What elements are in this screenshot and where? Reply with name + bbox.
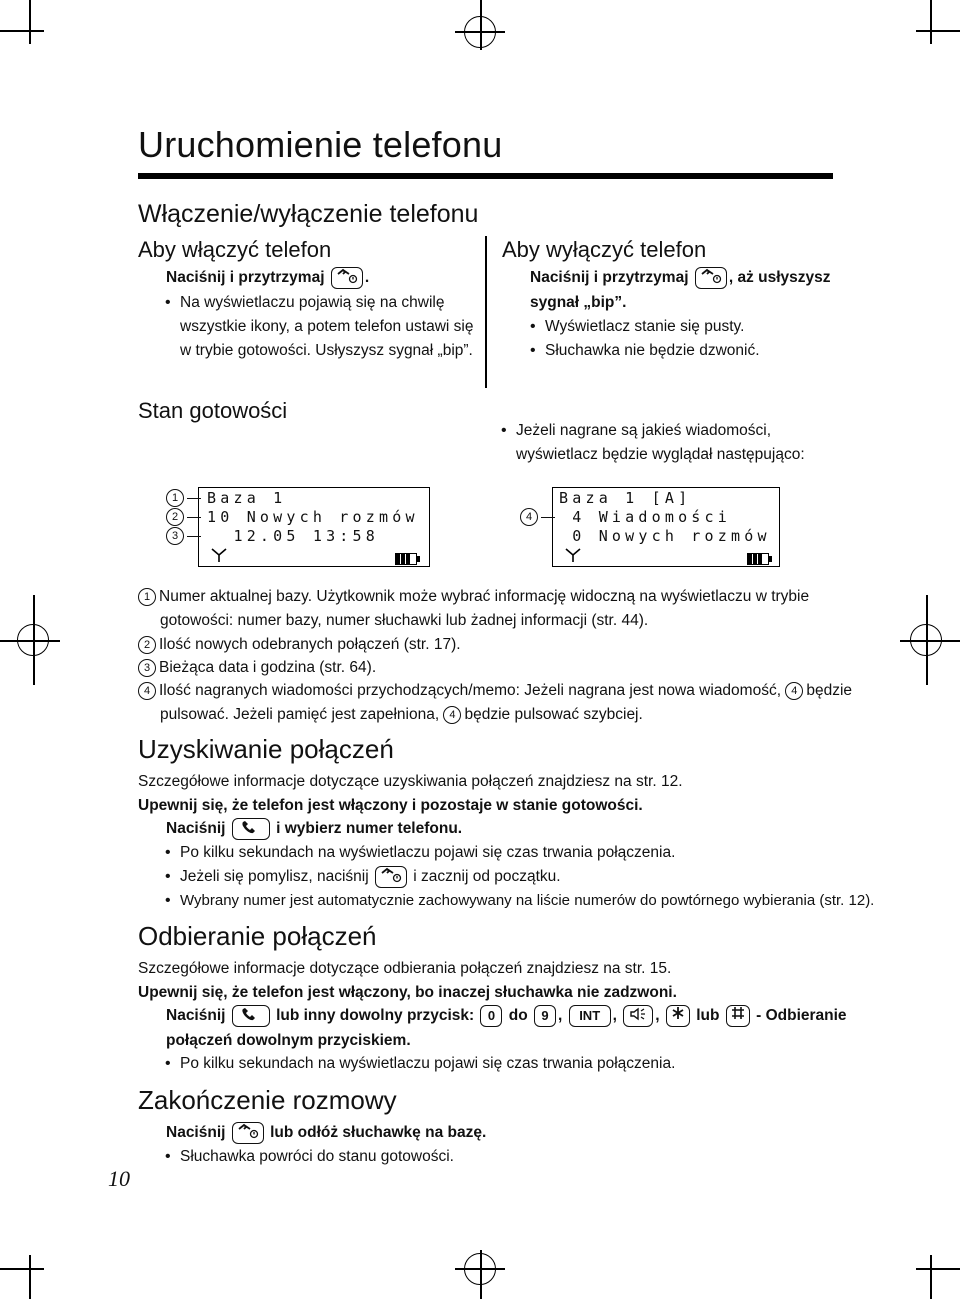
hangup-power-key-icon [232,1122,264,1144]
callout-1: 1 [166,489,201,507]
make-calls-bullet: • Po kilku sekundach na wyświetlaczu pojawi się czas trwania połączenia. [180,841,675,865]
section-heading-answer-calls: Odbieranie połączeń [138,921,377,951]
make-calls-bullet: • Wybrany numer jest automatycznie zachowywany na liście numerów do powtórnego wybierania (str. 12). [180,889,874,913]
column-divider [485,236,487,388]
key-int: INT [569,1005,611,1027]
power-on-bullet-cont: w trybie gotowości. Usłyszysz sygnał „bip”. [180,342,473,359]
crop-mark [916,30,960,32]
crop-mark [930,1255,932,1299]
hangup-power-key-icon [695,267,727,289]
callout-2: 2 [166,508,201,526]
section-heading-onoff: Włączenie/wyłączenie telefonu [138,200,479,228]
lcd-row: 12.05 13:58 [207,527,379,545]
star-key-icon [666,1005,690,1027]
talk-key-icon [232,1005,270,1027]
page-title: Uruchomienie telefonu [138,124,503,165]
registration-mark [464,1253,496,1285]
answer-calls-bullet: • Po kilku sekundach na wyświetlaczu pojawi się czas trwania połączenia. [180,1052,675,1076]
section-heading-make-calls: Uzyskiwanie połączeń [138,734,394,764]
battery-icon [747,549,769,567]
lcd-row: Baza 1 [A] [559,489,692,507]
answer-calls-ensure: Upewnij się, że telefon jest włączony, bo inaczej słuchawka nie zadzwoni. [138,984,677,1001]
crop-mark [0,1268,44,1270]
legend-item-4-cont: pulsować. Jeżeli pamięć jest zapełniona, 4 będzie pulsować szybciej. [160,706,643,723]
crop-mark [29,0,31,44]
section-heading-end-call: Zakończenie rozmowy [138,1085,397,1115]
lcd-display-messages [552,487,780,567]
speaker-key-icon [623,1005,653,1027]
power-on-instruction: Naciśnij i przytrzymaj . [166,266,369,290]
registration-mark [17,624,49,656]
standby-note: • Jeżeli nagrane są jakieś wiadomości, [516,419,771,443]
registration-mark [910,624,942,656]
legend-item-1-cont: gotowości: numer bazy, numer słuchawki lub żadnej informacji (str. 44). [160,612,649,629]
antenna-icon [565,548,581,566]
make-calls-instruction: Naciśnij i wybierz numer telefonu. [166,817,462,841]
heading-standby: Stan gotowości [138,398,288,423]
key-9: 9 [534,1005,556,1027]
lcd-row: 0 Nowych rozmów [559,527,771,545]
power-on-bullet: • Na wyświetlaczu pojawią się na chwilę [180,291,444,315]
crop-mark [0,30,44,32]
hangup-power-key-icon [331,267,363,289]
make-calls-ensure: Upewnij się, że telefon jest włączony i pozostaje w stanie gotowości. [138,797,643,814]
power-on-bullet-cont: wszystkie ikony, a potem telefon ustawi się [180,318,474,335]
power-off-instruction: Naciśnij i przytrzymaj , aż usłyszysz [530,266,831,290]
answer-calls-instruction-cont: połączeń dowolnym przyciskiem. [166,1032,411,1049]
callout-3: 3 [166,527,201,545]
antenna-icon [211,548,227,566]
legend-item-3: 3 Bieżąca data i godzina (str. 64). [138,656,376,680]
legend-item-2: 2 Ilość nowych odebranych połączeń (str. 17). [138,633,461,657]
answer-calls-instruction: Naciśnij lub inny dowolny przycisk: 0 do 9 , INT , , lub - Odbieranie [166,1004,847,1028]
hash-key-icon [726,1005,750,1027]
crop-mark [930,0,932,44]
heading-power-on: Aby włączyć telefon [138,237,332,262]
end-call-instruction: Naciśnij lub odłóż słuchawkę na bazę. [166,1121,486,1145]
make-calls-bullet: • Jeżeli się pomylisz, naciśnij i zacznij od początku. [180,865,561,889]
legend-item-4: 4 Ilość nagranych wiadomości przychodzących/memo: Jeżeli nagrana jest nowa wiadomość, 4 będzie [138,679,852,703]
title-rule [138,173,833,179]
talk-key-icon [232,818,270,840]
hangup-power-key-icon [375,866,407,888]
page-number: 10 [108,1166,130,1191]
battery-icon [395,549,417,567]
crop-mark [916,1268,960,1270]
answer-calls-info: Szczegółowe informacje dotyczące odbierania połączeń znajdziesz na str. 15. [138,960,672,977]
callout-4: 4 [520,508,555,526]
power-off-instruction-cont: sygnał „bip”. [530,294,627,311]
key-0: 0 [480,1005,502,1027]
crop-mark [29,1255,31,1299]
lcd-row: Baza 1 [207,489,287,507]
end-call-bullet: • Słuchawka powróci do stanu gotowości. [180,1145,454,1169]
legend-item-1: 1 Numer aktualnej bazy. Użytkownik może wybrać informację widoczną na wyświetlaczu w trybie [138,585,809,609]
lcd-display-standby [198,487,430,567]
make-calls-info: Szczegółowe informacje dotyczące uzyskiwania połączeń znajdziesz na str. 12. [138,773,683,790]
power-off-bullet: • Słuchawka nie będzie dzwonić. [545,339,760,363]
lcd-row: 10 Nowych rozmów [207,508,419,526]
registration-mark [464,16,496,48]
lcd-row: 4 Wiadomości [559,508,731,526]
heading-power-off: Aby wyłączyć telefon [502,237,707,262]
power-off-bullet: • Wyświetlacz stanie się pusty. [545,315,744,339]
standby-note-cont: wyświetlacz będzie wyglądał następująco: [516,446,805,463]
